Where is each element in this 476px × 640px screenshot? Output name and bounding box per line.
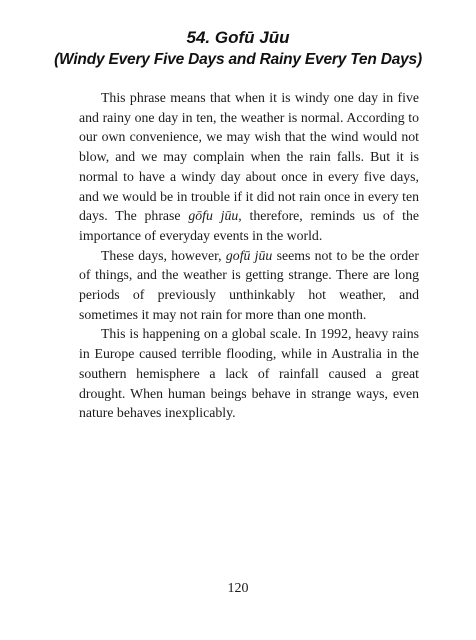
- paragraph-2-term: gofū jūu: [225, 247, 273, 263]
- paragraph-2-text-2: seems not to be the order of things, and the weather is getting strange. There are long periods of previously unthinkably hot weather, and sometimes it may not rain for more than one month.: [79, 247, 420, 322]
- body-text: [79, 88, 419, 423]
- paragraph-1-term: gōfu jūu: [188, 208, 239, 224]
- page-number: 120: [227, 581, 249, 596]
- paragraph-1-text-2: , therefore, reminds us of the importance of everyday events in the world.: [79, 208, 419, 243]
- section-subtitle: (Windy Every Five Days and Rainy Every Ten Days): [54, 51, 422, 68]
- paragraph-2-text-1: These days, however,: [101, 247, 226, 263]
- paragraph-3: [79, 324, 419, 423]
- paragraph-1: [79, 88, 419, 246]
- paragraph-3-text-1: This is happening on a global scale. In 1992, heavy rains in Europe caused terrible flooding, while in Australia in the southern hemisphere a lack of rainfall caused a great drought. When human beings behave in strange ways, even nature behaves inexplicably.: [79, 326, 419, 421]
- paragraph-1-text-1: This phrase means that when it is windy one day in five and rainy one day in ten, the weather is normal. According to our own convenience, we may wish that the wind would not blow, and we may complain when the rain falls. But it is normal to have a windy day about once in every five days, and we would be in trouble if it did not rain once in every ten days. The phrase: [79, 90, 419, 224]
- paragraph-2: [79, 246, 419, 325]
- section-title: 54. Gofū Jūu: [186, 28, 290, 47]
